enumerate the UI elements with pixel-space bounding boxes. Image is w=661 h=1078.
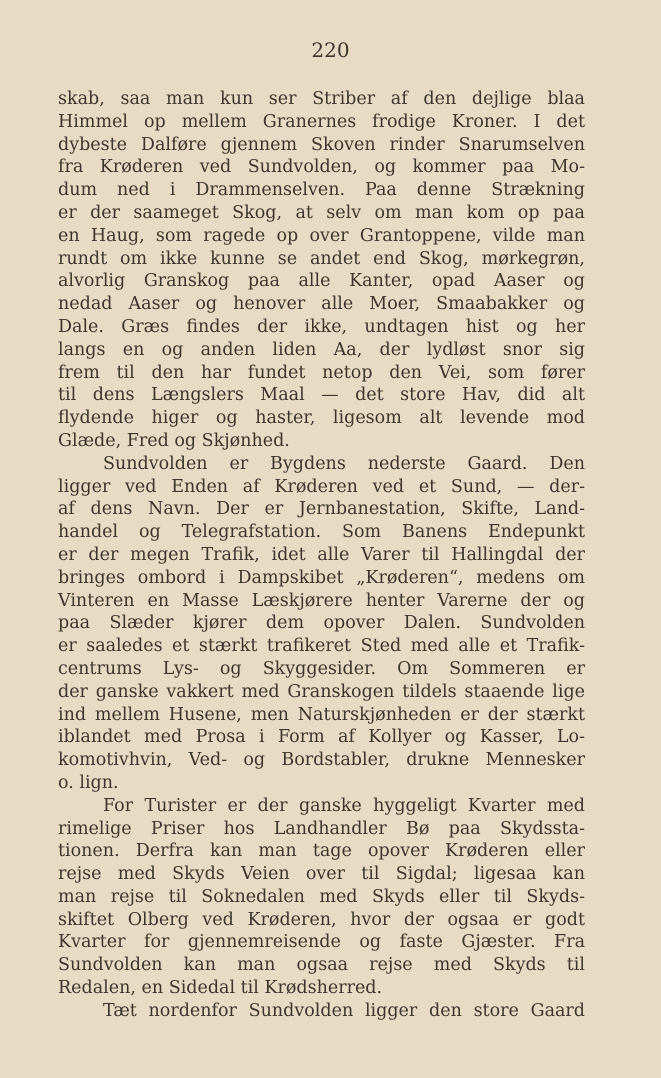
line-text: rejse med Skyds Veien over til Sigdal; ligesaa kan (58, 864, 585, 885)
line-text: Sundvolden kan man ogsaa rejse med Skyds til (58, 955, 585, 976)
line-text: fra Krøderen ved Sundvolden, og kommer paa Mo- (58, 157, 585, 178)
line-text: For Turister er der ganske hyggeligt Kvarter med (103, 795, 585, 816)
line-text: af dens Navn. Der er Jernbanestation, Skifte, Land- (58, 499, 585, 520)
text-line (58, 248, 585, 271)
text-line (58, 498, 585, 521)
page-number: 220 (311, 38, 350, 62)
line-text: Glæde, Fred og Skjønhed. (58, 430, 290, 451)
text-line (58, 202, 585, 225)
line-text: dybeste Dalføre gjennem Skoven rinder Snarumselven (58, 134, 585, 155)
line-text: til dens Længslers Maal — det store Hav, did alt (58, 385, 585, 406)
text-line (58, 977, 585, 1000)
text-line (58, 567, 585, 590)
text-line (58, 772, 585, 795)
line-text: tionen. Derfra kan man tage opover Krøderen eller (58, 841, 585, 862)
line-text: er der megen Trafik, idet alle Varer til Hallingdal der (58, 544, 585, 565)
line-text: Redalen, en Sidedal til Krødsherred. (58, 978, 383, 999)
line-text: man rejse til Soknedalen med Skyds eller til Skyds- (58, 886, 585, 907)
text-line (58, 430, 585, 453)
text-line (58, 886, 585, 909)
line-text: Vinteren en Masse Læskjørere henter Varerne der og (58, 590, 585, 611)
text-line (58, 521, 585, 544)
text-line (58, 612, 585, 635)
line-text: paa Slæder kjører dem opover Dalen. Sundvolden (58, 613, 585, 634)
line-text: der ganske vakkert med Granskogen tildels staaende lige (58, 681, 585, 702)
line-text: dum ned i Drammenselven. Paa denne Strækning (58, 180, 585, 201)
text-line (58, 339, 585, 362)
line-text: Sundvolden er Bygdens nederste Gaard. Den (103, 453, 585, 474)
text-line (58, 818, 585, 841)
text-line (58, 179, 585, 202)
text-line (58, 909, 585, 932)
line-text: er saaledes et stærkt trafikeret Sted med alle et Trafik- (58, 636, 585, 657)
text-line (58, 293, 585, 316)
text-line (58, 225, 585, 248)
line-text: en Haug, som ragede op over Grantoppene, vilde man (58, 225, 585, 246)
line-text: ind mellem Husene, men Naturskjønheden er der stærkt (58, 704, 585, 725)
line-text: nedad Aaser og henover alle Moer, Smaabakker og (58, 294, 585, 315)
text-line (58, 88, 585, 111)
text-line (58, 134, 585, 157)
text-line (58, 111, 585, 134)
line-text: komotivhvin, Ved- og Bordstabler, drukne Mennesker (58, 750, 585, 771)
text-line (58, 407, 585, 430)
line-text: centrums Lys- og Skyggesider. Om Sommeren er (58, 658, 585, 679)
text-line (58, 704, 585, 727)
text-line (58, 749, 585, 772)
line-text: Tæt nordenfor Sundvolden ligger den store Gaard (103, 1000, 585, 1021)
text-line (58, 384, 585, 407)
line-text: Dale. Græs findes der ikke, undtagen hist og her (58, 316, 585, 337)
line-text: er der saameget Skog, at selv om man kom op paa (58, 202, 585, 223)
paragraph-start-line (58, 1000, 585, 1023)
line-text: alvorlig Granskog paa alle Kanter, opad Aaser og (58, 271, 585, 292)
line-text: flydende higer og haster, ligesom alt levende mod (58, 408, 585, 429)
text-line (58, 270, 585, 293)
line-text: skab, saa man kun ser Striber af den dejlige blaa (58, 89, 585, 109)
line-text: langs en og anden liden Aa, der lydløst snor sig (58, 339, 585, 360)
line-text: rundt om ikke kunne se andet end Skog, mørkegrøn, (58, 248, 585, 269)
text-line (58, 840, 585, 863)
text-line (58, 635, 585, 658)
line-text: Himmel op mellem Granernes frodige Kroner. I det (58, 111, 585, 132)
text-line (58, 863, 585, 886)
line-text: handel og Telegrafstation. Som Banens Endepunkt (58, 522, 585, 543)
line-text: bringes ombord i Dampskibet „Krøderen“, medens om (58, 567, 585, 588)
paragraph-start-line (58, 795, 585, 818)
line-text: iblandet med Prosa i Form af Kollyer og Kasser, Lo- (58, 727, 585, 748)
line-text: o. lign. (58, 772, 119, 793)
text-line (58, 544, 585, 567)
line-text: skiftet Olberg ved Krøderen, hvor der ogsaa er godt (58, 909, 585, 930)
text-line (58, 316, 585, 339)
line-text: Kvarter for gjennemreisende og faste Gjæster. Fra (58, 932, 585, 953)
text-line (58, 931, 585, 954)
text-line (58, 362, 585, 385)
text-line (58, 590, 585, 613)
text-line (58, 954, 585, 977)
text-line (58, 658, 585, 681)
line-text: rimelige Priser hos Landhandler Bø paa Skydssta- (58, 818, 585, 839)
body-text (58, 88, 585, 1023)
text-line (58, 476, 585, 499)
text-line (58, 726, 585, 749)
line-text: frem til den har fundet netop den Vei, som fører (58, 362, 585, 383)
text-line (58, 681, 585, 704)
line-text: ligger ved Enden af Krøderen ved et Sund, — der- (58, 476, 585, 497)
paragraph-start-line (58, 453, 585, 476)
text-line (58, 156, 585, 179)
